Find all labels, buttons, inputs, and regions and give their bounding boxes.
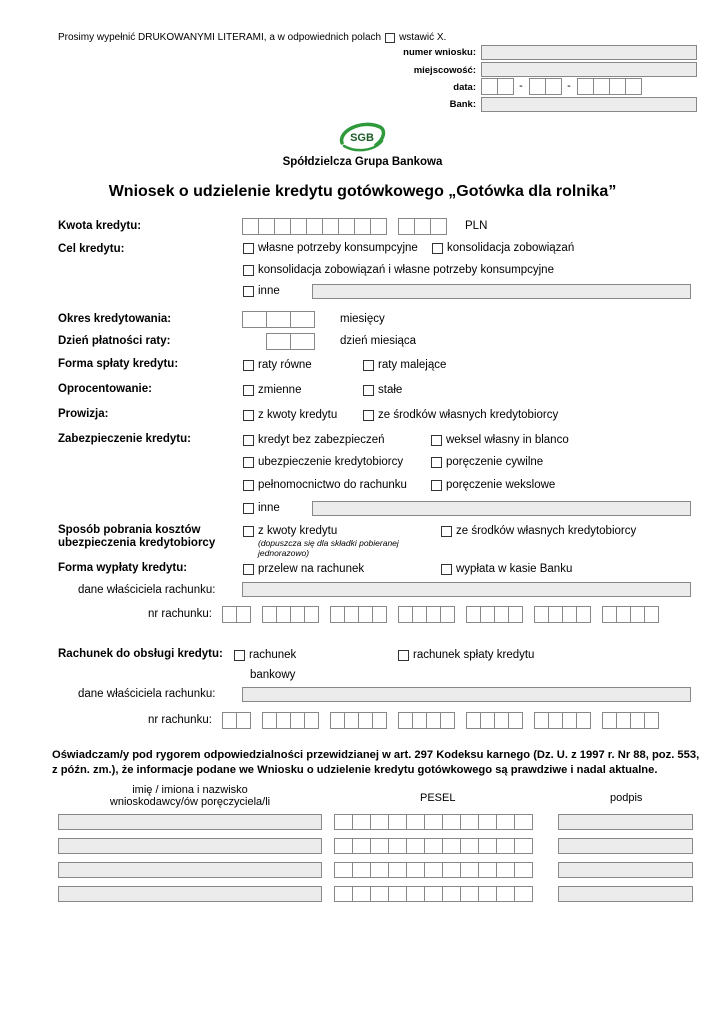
miejscowosc-label: miejscowość:: [413, 65, 476, 76]
date-year-cell[interactable]: [609, 78, 626, 95]
pesel-digit-cell[interactable]: [352, 814, 371, 830]
raty-malejace-option[interactable]: raty malejące: [363, 359, 446, 371]
account-digit-cell[interactable]: [358, 712, 373, 729]
koszty-z-kwoty-option[interactable]: z kwoty kredytu: [243, 525, 337, 537]
bank-name: Spółdzielcza Grupa Bankowa: [282, 156, 443, 168]
account-digit-cell[interactable]: [534, 712, 549, 729]
date-month-cell[interactable]: [529, 78, 546, 95]
pesel-digit-cell[interactable]: [352, 838, 371, 854]
sig-col2-header: PESEL: [420, 792, 456, 804]
account-digit-cell[interactable]: [426, 712, 441, 729]
signature-name-field[interactable]: [58, 886, 322, 902]
wyplata-owner-field[interactable]: [242, 582, 691, 597]
pesel-digit-cell[interactable]: [460, 862, 479, 878]
checkbox-icon[interactable]: [243, 564, 254, 575]
zabezpieczenie-label: Zabezpieczenie kredytu:: [58, 433, 191, 445]
checkbox-icon[interactable]: [431, 435, 442, 446]
account-digit-cell[interactable]: [276, 606, 291, 623]
kwota-cells[interactable]: [242, 218, 446, 235]
date-separator: -: [519, 80, 523, 92]
checkbox-icon[interactable]: [431, 457, 442, 468]
checkbox-icon[interactable]: [243, 286, 254, 297]
checkbox-icon[interactable]: [243, 360, 254, 371]
example-checkbox-icon: [385, 33, 395, 43]
dzien-unit: dzień miesiąca: [340, 335, 417, 347]
pesel-digit-cell[interactable]: [496, 886, 515, 902]
cel-option-wlasne[interactable]: własne potrzeby konsumpcyjne: [243, 242, 418, 254]
account-digit-cell[interactable]: [466, 606, 481, 623]
checkbox-icon[interactable]: [243, 410, 254, 421]
okres-unit: miesięcy: [340, 313, 385, 325]
pesel-digit-cell[interactable]: [388, 886, 407, 902]
prowizja-label: Prowizja:: [58, 408, 109, 420]
bank-field[interactable]: [481, 97, 697, 112]
miejscowosc-field[interactable]: [481, 62, 697, 77]
raty-rowne-option[interactable]: raty równe: [243, 359, 312, 371]
signature-field[interactable]: [558, 862, 693, 878]
pesel-digit-cell[interactable]: [406, 838, 425, 854]
account-digit-cell[interactable]: [576, 606, 591, 623]
sig-col3-header: podpis: [610, 792, 643, 804]
ubezpieczenie-option[interactable]: ubezpieczenie kredytobiorcy: [243, 456, 403, 468]
pesel-digit-cell[interactable]: [352, 862, 371, 878]
przelew-option[interactable]: przelew na rachunek: [243, 563, 364, 575]
zmienne-option[interactable]: zmienne: [243, 384, 301, 396]
zabezpieczenie-inne-field[interactable]: [312, 501, 691, 516]
account-digit-cell[interactable]: [548, 606, 563, 623]
pesel-digit-cell[interactable]: [460, 814, 479, 830]
account-digit-cell[interactable]: [440, 606, 455, 623]
pesel-digit-cell[interactable]: [496, 814, 515, 830]
account-digit-cell[interactable]: [616, 712, 631, 729]
top-note-prefix: Prosimy wypełnić DRUKOWANYMI LITERAMI, a w odpowiednich polach: [58, 32, 382, 43]
pesel-digit-cell[interactable]: [406, 862, 425, 878]
forma-splaty-label: Forma spłaty kredytu:: [58, 358, 179, 370]
pesel-digit-cell[interactable]: [388, 838, 407, 854]
account-digit-cell[interactable]: [508, 606, 523, 623]
pesel-digit-cell[interactable]: [334, 838, 353, 854]
account-digit-cell[interactable]: [480, 712, 495, 729]
account-digit-cell[interactable]: [262, 712, 277, 729]
pesel-cells[interactable]: [334, 862, 532, 878]
sgb-logo-icon: [336, 121, 388, 153]
pesel-digit-cell[interactable]: [334, 862, 353, 878]
okres-label: Okres kredytowania:: [58, 313, 172, 325]
account-digit-cell[interactable]: [630, 712, 645, 729]
rachunek-bankowy-option[interactable]: rachunek: [234, 649, 296, 661]
checkbox-icon[interactable]: [432, 243, 443, 254]
signature-field[interactable]: [558, 838, 693, 854]
pesel-digit-cell[interactable]: [424, 862, 443, 878]
declaration: Oświadczam/y pod rygorem odpowiedzialności przewidzianej w art. 297 Kodeksu karnego (Dz. U. z 1997 r. Nr 88, poz. 553, z późn. zm.), że informacje podane we Wniosku o udzielenie kredytu gotówkowego są prawdziwe i nadal aktualne.: [52, 749, 700, 776]
logo-text: SGB: [350, 132, 374, 144]
checkbox-icon[interactable]: [234, 650, 245, 661]
page-title: Wniosek o udzielenie kredytu gotówkowego „Gotówka dla rolnika”: [108, 183, 617, 200]
date-month-cell[interactable]: [545, 78, 562, 95]
account-digit-cell[interactable]: [236, 606, 251, 623]
date-cells[interactable]: [481, 78, 641, 95]
obsluga-owner-field[interactable]: [242, 687, 691, 702]
dzien-cells[interactable]: [266, 333, 314, 350]
pesel-digit-cell[interactable]: [442, 814, 461, 830]
zabezpieczenie-inne-option[interactable]: inne: [243, 502, 280, 514]
pesel-digit-cell[interactable]: [406, 814, 425, 830]
pelnomocnictwo-option[interactable]: pełnomocnictwo do rachunku: [243, 479, 407, 491]
account-digit-cell[interactable]: [398, 712, 413, 729]
pesel-digit-cell[interactable]: [442, 862, 461, 878]
wyplata-account-cells[interactable]: [222, 606, 658, 623]
pesel-digit-cell[interactable]: [442, 838, 461, 854]
account-digit-cell[interactable]: [330, 606, 345, 623]
account-digit-cell[interactable]: [548, 712, 563, 729]
date-year-cell[interactable]: [577, 78, 594, 95]
pesel-cells[interactable]: [334, 814, 532, 830]
pesel-digit-cell[interactable]: [424, 886, 443, 902]
checkbox-icon[interactable]: [363, 360, 374, 371]
data-label: data:: [453, 82, 476, 93]
bank-label: Bank:: [449, 99, 476, 110]
account-digit-cell[interactable]: [344, 712, 359, 729]
pesel-digit-cell[interactable]: [352, 886, 371, 902]
account-digit-cell[interactable]: [412, 606, 427, 623]
kasa-option[interactable]: wypłata w kasie Banku: [441, 563, 572, 575]
pesel-digit-cell[interactable]: [370, 886, 389, 902]
account-digit-cell[interactable]: [372, 712, 387, 729]
sgb-logo: [336, 121, 388, 153]
pesel-digit-cell[interactable]: [460, 886, 479, 902]
account-digit-cell[interactable]: [236, 712, 251, 729]
checkbox-icon[interactable]: [243, 243, 254, 254]
pesel-digit-cell[interactable]: [334, 886, 353, 902]
date-day-cell[interactable]: [481, 78, 498, 95]
account-digit-cell[interactable]: [372, 606, 387, 623]
pesel-digit-cell[interactable]: [388, 814, 407, 830]
date-day-cell[interactable]: [497, 78, 514, 95]
account-digit-cell[interactable]: [630, 606, 645, 623]
pesel-digit-cell[interactable]: [442, 886, 461, 902]
pesel-digit-cell[interactable]: [478, 814, 497, 830]
obsluga-owner-label: dane właściciela rachunku:: [78, 688, 216, 700]
kwota-label: Kwota kredytu:: [58, 220, 142, 232]
checkbox-icon[interactable]: [363, 410, 374, 421]
pesel-digit-cell[interactable]: [478, 862, 497, 878]
account-digit-cell[interactable]: [222, 606, 237, 623]
checkbox-icon[interactable]: [243, 457, 254, 468]
cel-option-konsolidacja[interactable]: konsolidacja zobowiązań: [432, 242, 574, 254]
top-note-suffix: wstawić X.: [399, 32, 447, 43]
pesel-digit-cell[interactable]: [478, 886, 497, 902]
rachunek-splaty-option[interactable]: rachunek spłaty kredytu: [398, 649, 534, 661]
signature-name-field[interactable]: [58, 862, 322, 878]
date-year-cell[interactable]: [593, 78, 610, 95]
koszty-label: Sposób pobrania kosztów ubezpieczenia kredytobiorcy: [58, 524, 216, 549]
rachunek-bankowy-line2: bankowy: [250, 669, 296, 681]
pesel-digit-cell[interactable]: [514, 838, 533, 854]
pesel-digit-cell[interactable]: [424, 814, 443, 830]
pesel-digit-cell[interactable]: [370, 838, 389, 854]
account-digit-cell[interactable]: [602, 606, 617, 623]
koszty-ze-srodkow-option[interactable]: ze środków własnych kredytobiorcy: [441, 525, 636, 537]
pesel-digit-cell[interactable]: [334, 814, 353, 830]
numer-wniosku-field[interactable]: [481, 45, 697, 60]
checkbox-icon[interactable]: [398, 650, 409, 661]
account-digit-cell[interactable]: [304, 606, 319, 623]
koszty-note: (dopuszcza się dla składki pobieranej jednorazowo): [258, 538, 399, 558]
oprocentowanie-label: Oprocentowanie:: [58, 383, 152, 395]
sig-col1-header: imię / imiona i nazwisko wnioskodawcy/ów poręczyciela/li: [109, 784, 271, 808]
cel-option-konsolidacja-wlasne[interactable]: konsolidacja zobowiązań i własne potrzeby konsumpcyjne: [243, 264, 554, 276]
pesel-digit-cell[interactable]: [496, 838, 515, 854]
date-year-cell[interactable]: [625, 78, 642, 95]
account-digit-cell[interactable]: [330, 712, 345, 729]
pesel-cells[interactable]: [334, 886, 532, 902]
account-digit-cell[interactable]: [304, 712, 319, 729]
prowizja-ze-srodkow-option[interactable]: ze środków własnych kredytobiorcy: [363, 409, 558, 421]
account-digit-cell[interactable]: [576, 712, 591, 729]
account-digit-cell[interactable]: [616, 606, 631, 623]
account-digit-cell[interactable]: [644, 606, 659, 623]
checkbox-icon[interactable]: [243, 503, 254, 514]
cel-option-inne[interactable]: inne: [243, 285, 280, 297]
account-digit-cell[interactable]: [290, 712, 305, 729]
okres-cells[interactable]: [242, 311, 314, 328]
signature-field[interactable]: [558, 814, 693, 830]
top-note: [58, 32, 446, 43]
numer-wniosku-label: numer wniosku:: [403, 47, 476, 58]
account-digit-cell[interactable]: [222, 712, 237, 729]
cel-inne-field[interactable]: [312, 284, 691, 299]
checkbox-icon[interactable]: [243, 265, 254, 276]
pesel-digit-cell[interactable]: [496, 862, 515, 878]
pesel-digit-cell[interactable]: [388, 862, 407, 878]
signature-field[interactable]: [558, 886, 693, 902]
account-digit-cell[interactable]: [534, 606, 549, 623]
account-digit-cell[interactable]: [426, 606, 441, 623]
pesel-digit-cell[interactable]: [370, 862, 389, 878]
checkbox-icon[interactable]: [243, 526, 254, 537]
signature-name-field[interactable]: [58, 814, 322, 830]
pesel-digit-cell[interactable]: [406, 886, 425, 902]
checkbox-icon[interactable]: [243, 480, 254, 491]
bez-zabezpieczen-option[interactable]: kredyt bez zabezpieczeń: [243, 434, 385, 446]
prowizja-z-kwoty-option[interactable]: z kwoty kredytu: [243, 409, 337, 421]
account-digit-cell[interactable]: [276, 712, 291, 729]
account-digit-cell[interactable]: [480, 606, 495, 623]
account-digit-cell[interactable]: [508, 712, 523, 729]
date-separator: -: [567, 80, 571, 92]
checkbox-icon[interactable]: [431, 480, 442, 491]
dzien-label: Dzień płatności raty:: [58, 335, 171, 347]
stale-option[interactable]: stałe: [363, 384, 402, 396]
pesel-digit-cell[interactable]: [478, 838, 497, 854]
account-digit-cell[interactable]: [644, 712, 659, 729]
obsluga-account-cells[interactable]: [222, 712, 658, 729]
checkbox-icon[interactable]: [243, 435, 254, 446]
account-digit-cell[interactable]: [602, 712, 617, 729]
pesel-digit-cell[interactable]: [460, 838, 479, 854]
account-digit-cell[interactable]: [290, 606, 305, 623]
pesel-cells[interactable]: [334, 838, 532, 854]
weksel-option[interactable]: weksel własny in blanco: [431, 434, 569, 446]
account-digit-cell[interactable]: [398, 606, 413, 623]
cel-label: Cel kredytu:: [58, 243, 125, 255]
obsluga-account-label: nr rachunku:: [148, 714, 212, 726]
pesel-digit-cell[interactable]: [514, 862, 533, 878]
checkbox-icon[interactable]: [243, 385, 254, 396]
signature-name-field[interactable]: [58, 838, 322, 854]
obsluga-label: Rachunek do obsługi kredytu:: [58, 648, 223, 660]
pesel-digit-cell[interactable]: [514, 814, 533, 830]
wyplata-account-label: nr rachunku:: [148, 608, 212, 620]
checkbox-icon[interactable]: [363, 385, 374, 396]
wyplata-label: Forma wypłaty kredytu:: [58, 562, 188, 574]
poreczenie-cywilne-option[interactable]: poręczenie cywilne: [431, 456, 543, 468]
account-digit-cell[interactable]: [494, 712, 509, 729]
pesel-digit-cell[interactable]: [514, 886, 533, 902]
pesel-digit-cell[interactable]: [424, 838, 443, 854]
account-digit-cell[interactable]: [494, 606, 509, 623]
checkbox-icon[interactable]: [441, 526, 452, 537]
account-digit-cell[interactable]: [562, 712, 577, 729]
account-digit-cell[interactable]: [562, 606, 577, 623]
account-digit-cell[interactable]: [262, 606, 277, 623]
account-digit-cell[interactable]: [412, 712, 427, 729]
account-digit-cell[interactable]: [440, 712, 455, 729]
poreczenie-wekslowe-option[interactable]: poręczenie wekslowe: [431, 479, 555, 491]
account-digit-cell[interactable]: [466, 712, 481, 729]
wyplata-owner-label: dane właściciela rachunku:: [78, 584, 216, 596]
pesel-digit-cell[interactable]: [370, 814, 389, 830]
checkbox-icon[interactable]: [441, 564, 452, 575]
kwota-currency: PLN: [465, 220, 488, 232]
account-digit-cell[interactable]: [344, 606, 359, 623]
account-digit-cell[interactable]: [358, 606, 373, 623]
